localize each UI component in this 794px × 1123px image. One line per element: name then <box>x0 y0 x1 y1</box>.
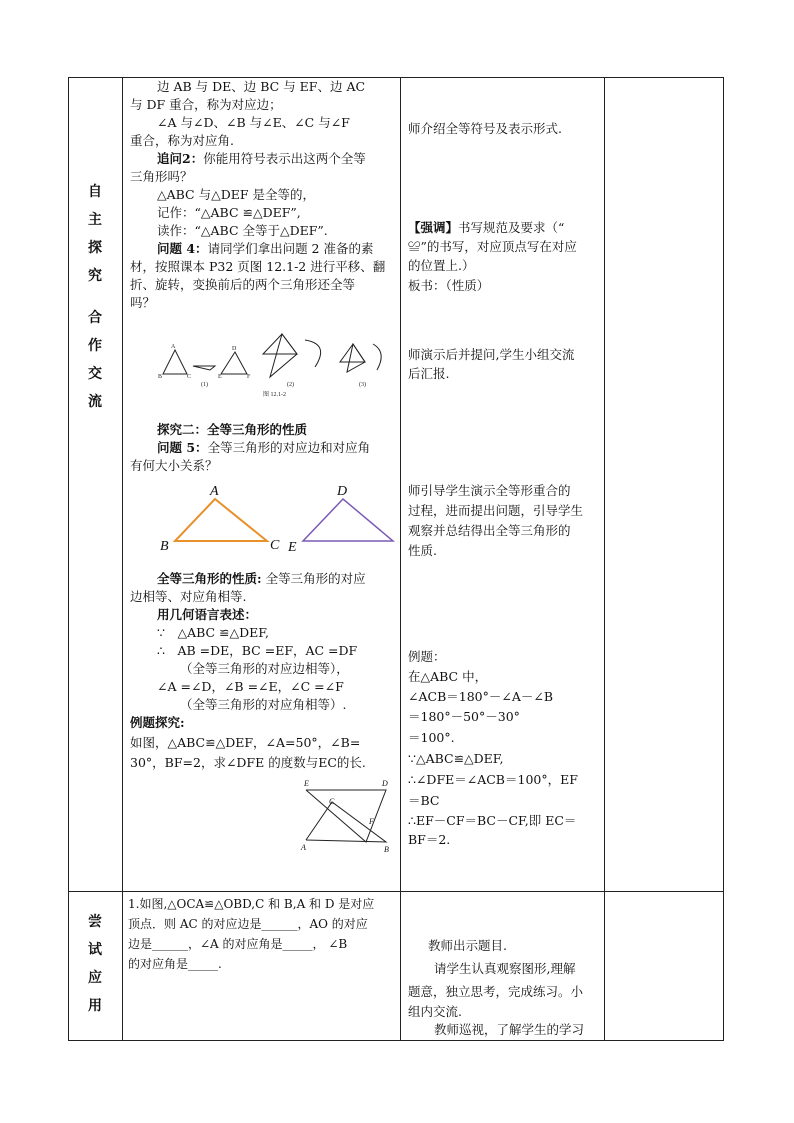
teacher-note: 性质. <box>408 543 437 558</box>
text-line: 有何大小关系？ <box>130 458 218 473</box>
solution-line: 例题： <box>408 649 446 664</box>
figure-congruent-triangles <box>155 478 400 556</box>
text-line: 用几何语言表述： <box>157 607 258 622</box>
text-line: 问题 4：请同学们拿出问题 2 准备的素 <box>157 241 374 256</box>
col-border-1 <box>68 77 69 1041</box>
teacher-note: 教师出示题目. <box>428 938 507 953</box>
section-heading: 探究二：全等三角形的性质 <box>157 422 308 437</box>
svg-text:C: C <box>187 374 192 380</box>
solution-line: ∵△ABC≌△DEF, <box>408 751 504 766</box>
solution-line: 在△ABC 中， <box>408 669 488 684</box>
text-line: 读作：“△ABC 全等于△DEF”. <box>157 223 328 238</box>
svg-text:(1): (1) <box>201 382 208 388</box>
svg-text:A: A <box>210 484 219 499</box>
text-line: （全等三角形的对应角相等）. <box>180 697 347 712</box>
teacher-note: 后汇报. <box>408 366 450 381</box>
text-line: 吗？ <box>130 295 156 310</box>
text-line: ∠A =∠D，∠B =∠E，∠C =∠F <box>157 679 344 694</box>
solution-line: ∴EF－CF＝BC－CF,即 EC＝ <box>408 813 577 828</box>
svg-text:B: B <box>160 539 169 554</box>
svg-text:图 12.1-2: 图 12.1-2 <box>263 392 286 398</box>
solution-line: ∠ACB＝180°－∠A－∠B <box>408 689 554 704</box>
exercise-line: 1.如图,△OCA≌△OBD,C 和 B,A 和 D 是对应 <box>128 897 375 911</box>
svg-text:F: F <box>247 374 251 380</box>
solution-line: ＝180°－50°－30° <box>408 709 520 724</box>
text-line: 边相等、对应角相等. <box>130 589 247 604</box>
teacher-note: 师介绍全等符号及表示形式. <box>408 121 562 136</box>
col-border-2 <box>122 77 123 1041</box>
teacher-note: 观察并总结得出全等三角形的 <box>408 523 571 538</box>
svg-text:E: E <box>304 779 309 788</box>
figure-example <box>296 774 396 856</box>
svg-text:B: B <box>384 845 389 854</box>
text-line: 30°，BF=2，求∠DFE 的度数与EC的长. <box>130 755 366 770</box>
text-line: 三角形吗？ <box>130 169 193 184</box>
teacher-note: 组内交流. <box>408 1004 462 1019</box>
teacher-note: 的位置上.） <box>408 258 475 273</box>
col-border-3 <box>400 77 401 1041</box>
section-label-apply: 尝 试 应 用 <box>88 914 102 1014</box>
teacher-note: 请学生认真观察图形,理解 <box>434 961 576 976</box>
svg-text:F: F <box>369 817 374 826</box>
text-line: 全等三角形的性质: 全等三角形的对应 <box>157 571 366 586</box>
solution-line: ∴∠DFE＝∠ACB＝100°，EF <box>408 772 578 787</box>
svg-text:C: C <box>270 538 280 553</box>
svg-text:B: B <box>158 374 163 380</box>
exercise-line: 顶点．则 AC 的对应边是______，AO 的对应 <box>128 917 368 931</box>
text-line: 边 AB 与 DE、边 BC 与 EF、边 AC <box>157 79 366 94</box>
col-border-5 <box>723 77 724 1041</box>
text-line: 重合，称为对应角. <box>130 133 234 148</box>
text-line: 问题 5：全等三角形的对应边和对应角 <box>157 440 371 455</box>
section-label-explore: 自 主 探 究 合 作 交 流 <box>88 184 102 410</box>
row-divider <box>68 891 724 892</box>
text-line: 折、旋转，变换前后的两个三角形还全等 <box>130 277 356 292</box>
text-line: 如图，△ABC≌△DEF，∠A=50°，∠B= <box>130 735 361 750</box>
solution-line: BF＝2. <box>408 832 451 847</box>
text-line: 追问2：你能用符号表示出这两个全等 <box>157 151 366 166</box>
col-border-4 <box>604 77 605 1041</box>
svg-text:D: D <box>337 484 348 499</box>
teacher-note: 师引导学生演示全等形重合的 <box>408 483 571 498</box>
text-line: （全等三角形的对应边相等）， <box>180 661 349 676</box>
text-line: 记作：“△ABC ≌△DEF”, <box>157 205 301 220</box>
teacher-note: 教师巡视，了解学生的学习 <box>434 1022 585 1037</box>
svg-text:(2): (2) <box>287 382 294 388</box>
table-bottom-border <box>68 1040 724 1041</box>
text-line: 与 DF 重合，称为对应边； <box>130 97 282 112</box>
exercise-line: 边是______，∠A 的对应角是_____， ∠B <box>128 937 348 951</box>
svg-text:E: E <box>218 374 222 380</box>
svg-text:D: D <box>232 346 237 352</box>
solution-line: ＝100°. <box>408 730 455 745</box>
text-line: 例题探究: <box>130 715 185 730</box>
svg-text:D: D <box>382 779 388 788</box>
teacher-note: 师演示后并提问,学生小组交流 <box>408 347 575 362</box>
svg-text:(3): (3) <box>359 382 366 388</box>
teacher-note: 过程，进而提出问题，引导学生 <box>408 503 584 518</box>
solution-line: ＝BC <box>408 793 440 808</box>
text-line: ∠A 与∠D、∠B 与∠E、∠C 与∠F <box>157 115 350 130</box>
teacher-note: ≌”的书写，对应顶点写在对应 <box>408 239 577 254</box>
figure-transform-triangles <box>155 322 395 402</box>
text-line: ∵ △ABC ≌△DEF, <box>157 625 269 640</box>
teacher-note: 【强调】书写规范及要求（“ <box>408 220 565 235</box>
text-line: ∴ AB =DE，BC =EF，AC =DF <box>157 643 358 658</box>
svg-text:A: A <box>171 344 176 350</box>
teacher-note: 板书：（性质） <box>408 278 490 293</box>
text-line: 材，按照课本 P32 页图 12.1-2 进行平移、翻 <box>130 259 386 274</box>
svg-text:C: C <box>329 797 335 806</box>
svg-text:A: A <box>301 843 306 852</box>
exercise-line: 的对应角是_____. <box>128 957 222 971</box>
svg-text:E: E <box>288 540 297 555</box>
text-line: △ABC 与△DEF 是全等的， <box>157 187 316 202</box>
teacher-note: 题意，独立思考，完成练习。小 <box>408 984 584 999</box>
